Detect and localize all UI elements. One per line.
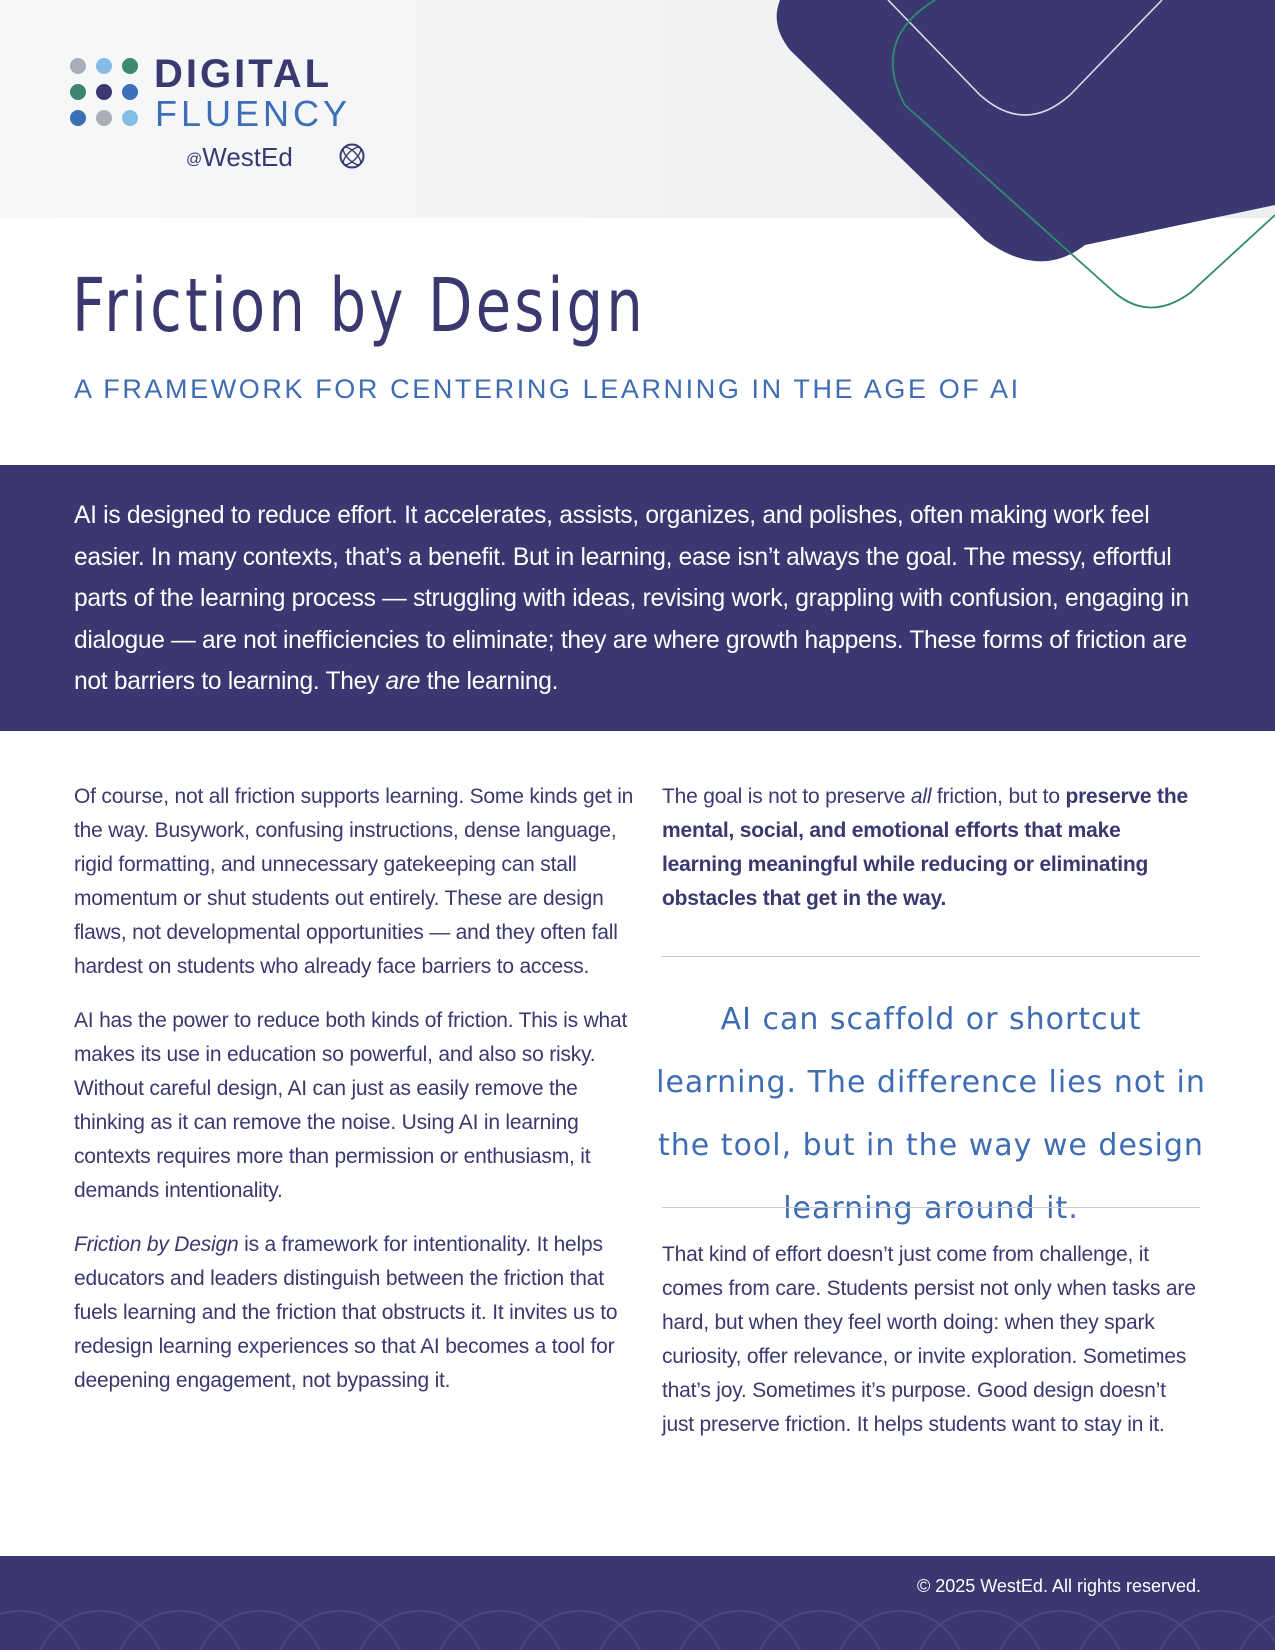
footer-circle <box>595 1611 725 1650</box>
logo-at-sign: @ <box>186 151 203 168</box>
footer-circle <box>675 1611 805 1650</box>
logo-word-digital: DIGITAL <box>154 52 333 96</box>
footer-circle <box>835 1611 965 1650</box>
logo-org-name: WestEd <box>202 142 293 172</box>
right-column <box>662 780 1202 916</box>
footer-circle <box>1235 1611 1275 1650</box>
intro-text: AI is designed to reduce effort. It accelerates, assists, organizes, and polishes, often making work feel easier. In many contexts, that’s a benefit. But in learning, ease isn’t always the goal. The messy, effortful parts of the learning process — struggling with ideas, revising work, grappling with confusion, engaging in dialogue — are not inefficiencies to eliminate; they are where growth happens. These forms of friction are not barriers to learning. They <box>74 502 1189 695</box>
quote-bottom-divider <box>662 1207 1200 1208</box>
logo-dot <box>96 84 112 100</box>
logo-dot <box>122 84 138 100</box>
footer-circle <box>435 1611 565 1650</box>
page-subtitle: A FRAMEWORK FOR CENTERING LEARNING IN THE AGE OF AI <box>74 374 1021 404</box>
intro-emphasis: are <box>385 668 421 695</box>
intro-text-end: the learning. <box>420 668 559 695</box>
logo-wested <box>186 142 293 175</box>
logo-dot <box>96 110 112 126</box>
logo-dots <box>70 58 142 130</box>
footer-circle <box>915 1611 1045 1650</box>
logo-dot <box>122 110 138 126</box>
left-paragraph-2: AI has the power to reduce both kinds of friction. This is what makes its use in education so powerful, and also so risky. Without careful design, AI can just as easily remove the thinking as it can remove the noise. Using AI in learning contexts requires more than permission or enthusiasm, it demands intentionality. <box>74 1009 628 1202</box>
logo-dot <box>96 58 112 74</box>
globe-icon <box>338 142 366 170</box>
right-column-lower <box>662 1238 1202 1442</box>
footer-circle <box>275 1611 405 1650</box>
logo-dot <box>122 58 138 74</box>
logo-dot <box>70 84 86 100</box>
copyright-text: © 2025 WestEd. All rights reserved. <box>916 1576 1201 1596</box>
left-column <box>74 780 634 1398</box>
right-paragraph-1 <box>662 780 1202 916</box>
goal-text-start: The goal is not to preserve <box>662 785 911 808</box>
logo-dot <box>70 110 86 126</box>
logo-dot <box>70 58 86 74</box>
goal-text-italic: all <box>910 785 932 808</box>
footer-circle <box>1075 1611 1205 1650</box>
footer-circle <box>515 1611 645 1650</box>
quote-top-divider <box>662 956 1200 957</box>
footer-circle <box>195 1611 325 1650</box>
goal-text-mid: friction, but to <box>931 785 1066 808</box>
footer-circle <box>1155 1611 1275 1650</box>
footer-circle <box>35 1611 165 1650</box>
footer-band <box>0 1556 1275 1650</box>
footer-circle <box>755 1611 885 1650</box>
left-paragraph-1: Of course, not all friction supports learning. Some kinds get in the way. Busywork, confusing instructions, dense language, rigid formatting, and unnecessary gatekeeping can stall momentum or shut students out entirely. These are design flaws, not developmental opportunities — and they often fall hardest on students who already face barriers to access. <box>74 785 634 978</box>
left-paragraph-3 <box>74 1228 634 1398</box>
footer-circle <box>355 1611 485 1650</box>
logo-word-fluency: FLUENCY <box>155 93 352 134</box>
digital-fluency-logo <box>70 52 380 176</box>
goal-text-bold: preserve the mental, social, and emotional efforts that make learning meaningful while reducing or eliminating obstacles that get in the way. <box>662 785 1188 910</box>
footer-circle-pattern <box>0 1556 1275 1650</box>
footer-circle <box>115 1611 245 1650</box>
footer-circle <box>995 1611 1125 1650</box>
intro-band <box>0 465 1275 731</box>
left-paragraph-3-text: is a framework for intentionality. It helps educators and leaders distinguish between the friction that fuels learning and the friction that obstructs it. It invites us to redesign learning experiences so that AI becomes a tool for deepening engagement, not bypassing it. <box>74 1233 618 1392</box>
pull-quote: AI can scaffold or shortcut learning. The difference lies not in the tool, but in the way we design learning around it. <box>656 1002 1206 1226</box>
framework-name: Friction by Design <box>74 1233 239 1256</box>
right-paragraph-2: That kind of effort doesn’t just come from challenge, it comes from care. Students persist not only when tasks are hard, but when they feel worth doing: when they spark curiosity, offer relevance, or invite exploration. Sometimes that’s joy. Sometimes it’s purpose. Good design doesn’t just preserve friction. It helps students want to stay in it. <box>662 1243 1196 1436</box>
page-title: Friction by Design <box>72 263 647 349</box>
intro-paragraph <box>74 495 1214 703</box>
